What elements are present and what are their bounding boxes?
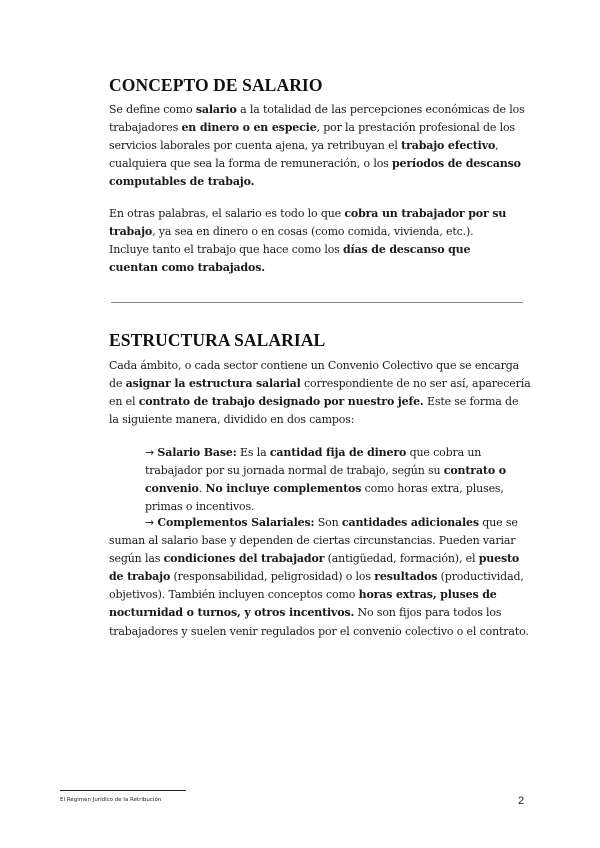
bold-text: cobra un trabajador por su trabajo bbox=[109, 207, 507, 239]
bold-text: contrato de trabajo designado por nuestro jefe. bbox=[138, 395, 424, 409]
bold-text: No incluye complementos bbox=[205, 482, 362, 496]
bold-text: horas extras, pluses de nocturnidad o turnos, y otros incentivos. bbox=[109, 588, 497, 620]
bold-text: períodos de descanso computables de trabajo. bbox=[109, 157, 521, 189]
paragraph-otras-palabras: En otras palabras, el salario es todo lo que cobra un trabajador por su trabajo, ya sea en dinero o en cosas (como comida, vivienda, etc.). Incluye tanto el trabajo que hace como los días de descanso que cuentan como trabajados. bbox=[109, 207, 507, 275]
bold-text: en dinero o en especie bbox=[181, 121, 317, 135]
paragraph-definicion: Se define como salario a la totalidad de las percepciones económicas de los trabajadores en dinero o en especie, por la prestación profesional de los servicios laborales por cuenta ajena, ya retribuyan el trabajo efectivo, cualquiera que sea la forma de remuneración, o los períodos de descanso computables de trabajo. bbox=[109, 103, 525, 189]
footer-rule bbox=[60, 790, 186, 791]
bold-text: trabajo efectivo bbox=[401, 139, 496, 153]
bold-text: cantidades adicionales bbox=[341, 516, 479, 529]
bold-text: condiciones del trabajador bbox=[163, 552, 325, 566]
arrow-icon: → bbox=[145, 446, 158, 459]
bold-text: días de descanso que cuentan como trabajados. bbox=[109, 243, 471, 275]
bold-text: Salario Base: bbox=[157, 446, 237, 459]
page-number: 2 bbox=[518, 795, 525, 807]
bold-text: Complementos Salariales: bbox=[157, 516, 315, 529]
arrow-icon: → bbox=[145, 516, 158, 529]
bold-text: asignar la estructura salarial bbox=[125, 377, 301, 391]
bold-text: cantidad fija de dinero bbox=[269, 446, 407, 459]
bold-text: salario bbox=[195, 103, 237, 116]
footer-title: El Régimen Jurídico de la Retribución bbox=[60, 797, 162, 803]
bold-text: contrato o convenio bbox=[145, 464, 506, 496]
bold-text: resultados bbox=[374, 570, 438, 584]
list-item-salario-base: → Salario Base: Es la cantidad fija de dinero que cobra un trabajador por su jornada normal de trabajo, según su contrato o convenio. No incluye complementos como horas extra, pluses, primas o incentivos. bbox=[145, 446, 506, 514]
section-title-estructura: ESTRUCTURA SALARIAL bbox=[109, 330, 326, 350]
list-item-complementos: → Complementos Salariales: Son cantidades adicionales que se suman al salario base y dependen de ciertas circunstancias. Pueden variar según las condiciones del trabajador (antigüedad, formación), el puesto de trabajo (responsabilidad, peligrosidad) o los resultados (productividad, objetivos). También incluyen conceptos como horas extras, pluses de nocturnidad o turnos, y otros incentivos. No son fijos para todos los trabajadores y suelen venir regulados por el convenio colectivo o el contrato. bbox=[109, 516, 529, 638]
paragraph-estructura: Cada ámbito, o cada sector contiene un Convenio Colectivo que se encarga de asignar la estructura salarial correspondiente de no ser así, aparecería en el contrato de trabajo designado por nuestro jefe. Este se forma de la siguiente manera, dividido en dos campos: bbox=[109, 359, 531, 427]
section-title-concepto: CONCEPTO DE SALARIO bbox=[109, 75, 323, 95]
bold-text: puesto de trabajo bbox=[109, 552, 520, 584]
section-divider bbox=[111, 302, 523, 303]
